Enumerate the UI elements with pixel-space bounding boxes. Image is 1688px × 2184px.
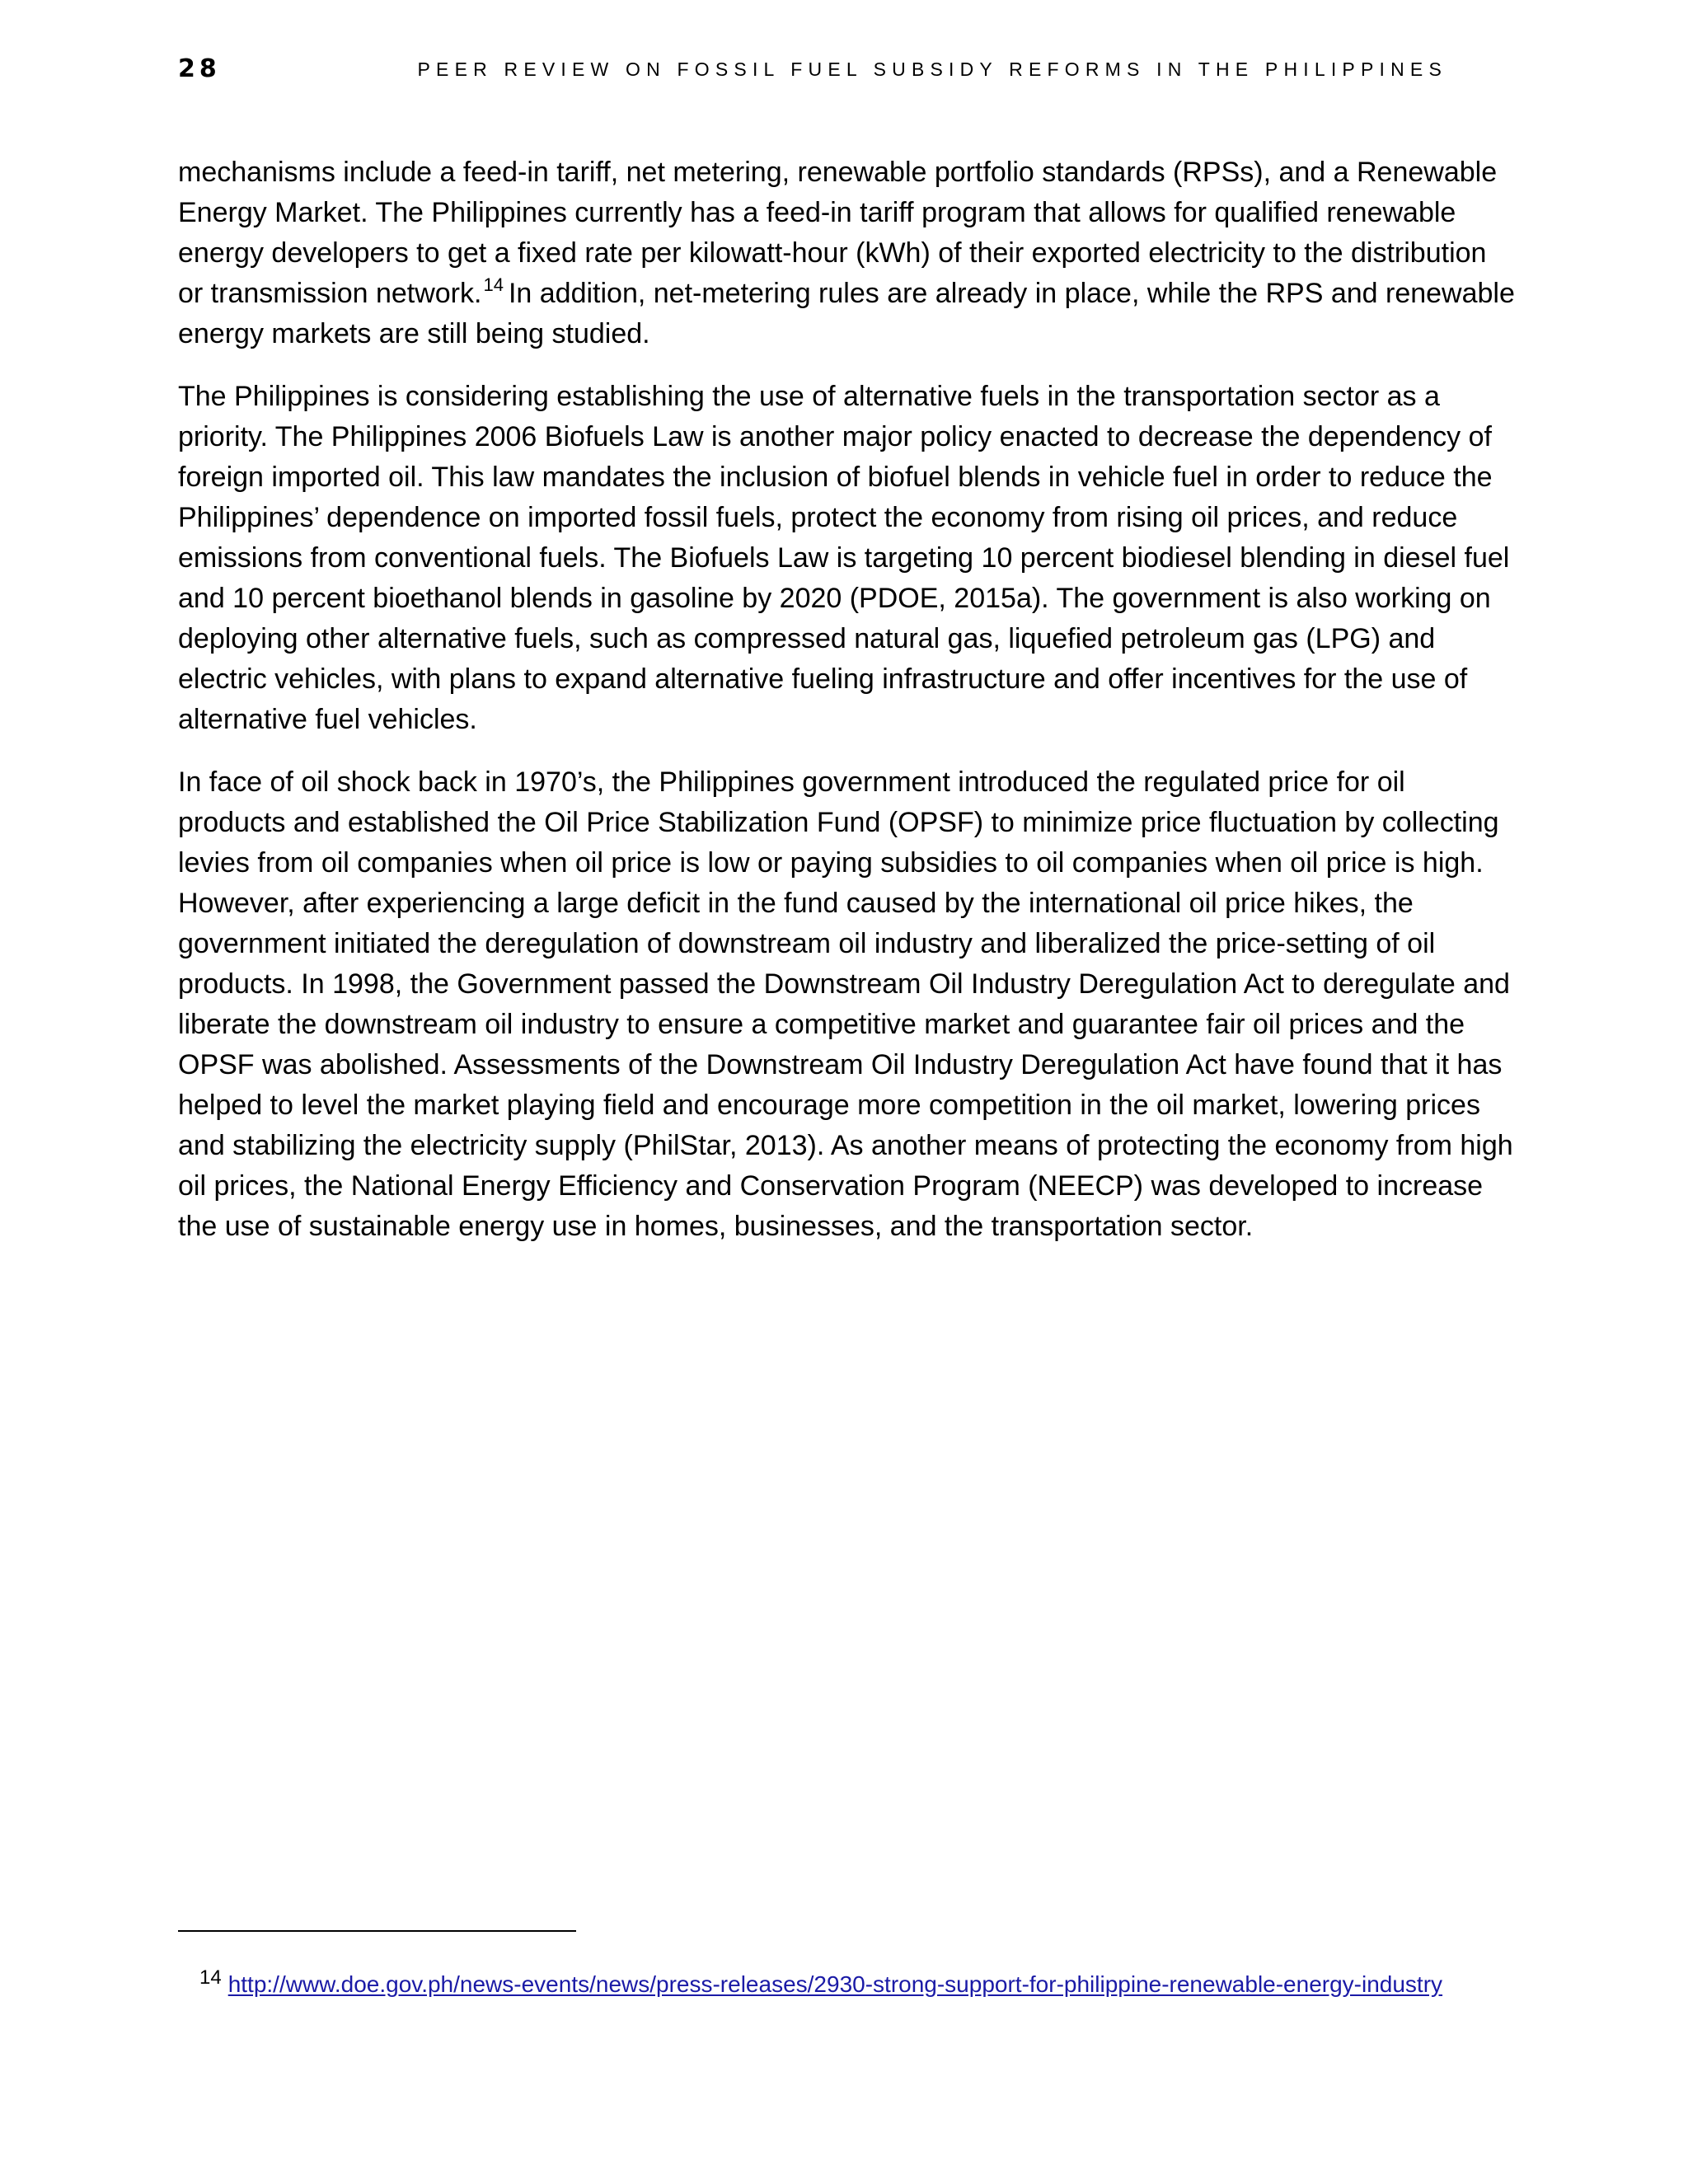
- body-text: [178, 152, 1517, 1269]
- paragraph-text-before-ref: mechanisms include a feed-in tariff, net metering, renewable portfolio standards (RPSs), and a Renewable Energy Market. The Philippines currently has a feed-in tariff program that allows for qualified renewable energy developers to get a fixed rate per kilowatt-hour (kWh) of their exported electricity to the distribution or transmission network.: [178, 157, 1498, 309]
- paragraph-text-after-ref: In addition, net-metering rules are already in place, while the RPS and renewable energy markets are still being studied.: [178, 278, 1515, 349]
- footnote-divider: [178, 1930, 576, 1932]
- footnote: [199, 1968, 1442, 2001]
- footnote-marker: 14: [199, 1966, 222, 1989]
- page-number: 28: [178, 54, 221, 83]
- paragraph-oil-deregulation: In face of oil shock back in 1970’s, the Philippines government introduced the regulated price for oil products and established the Oil Price Stabilization Fund (OPSF) to minimize price fluctuation by collecting levies from oil companies when oil price is low or paying subsidies to oil companies when oil price is high. However, after experiencing a large deficit in the fund caused by the international oil price hikes, the government initiated the deregulation of downstream oil industry and liberalized the price-setting of oil products. In 1998, the Government passed the Downstream Oil Industry Deregulation Act to deregulate and liberate the downstream oil industry to ensure a competitive market and guarantee fair oil prices and the OPSF was abolished. Assessments of the Downstream Oil Industry Deregulation Act have found that it has helped to level the market playing field and encourage more competition in the oil market, lowering prices and stabilizing the electricity supply (PhilStar, 2013). As another means of protecting the economy from high oil prices, the National Energy Efficiency and Conservation Program (NEECP) was developed to increase the use of sustainable energy use in homes, businesses, and the transportation sector.: [178, 766, 1513, 1242]
- running-header-title: PEER REVIEW ON FOSSIL FUEL SUBSIDY REFORMS IN THE PHILIPPINES: [417, 59, 1447, 80]
- running-header: [178, 49, 1447, 89]
- footnote-link[interactable]: http://www.doe.gov.ph/news-events/news/press-releases/2930-strong-support-for-philippine-renewable-energy-industry: [227, 1971, 1443, 1997]
- paragraph-renewable-mechanisms: [178, 152, 1517, 354]
- footnote-reference[interactable]: 14: [483, 274, 504, 295]
- paragraph-alternative-fuels: The Philippines is considering establishing the use of alternative fuels in the transportation sector as a priority. The Philippines 2006 Biofuels Law is another major policy enacted to decrease the dependency of foreign imported oil. This law mandates the inclusion of biofuel blends in vehicle fuel in order to reduce the Philippines’ dependence on imported fossil fuels, protect the economy from rising oil prices, and reduce emissions from conventional fuels. The Biofuels Law is targeting 10 percent biodiesel blending in diesel fuel and 10 percent bioethanol blends in gasoline by 2020 (PDOE, 2015a). The government is also working on deploying other alternative fuels, such as compressed natural gas, liquefied petroleum gas (LPG) and electric vehicles, with plans to expand alternative fueling infrastructure and offer incentives for the use of alternative fuel vehicles.: [178, 381, 1510, 735]
